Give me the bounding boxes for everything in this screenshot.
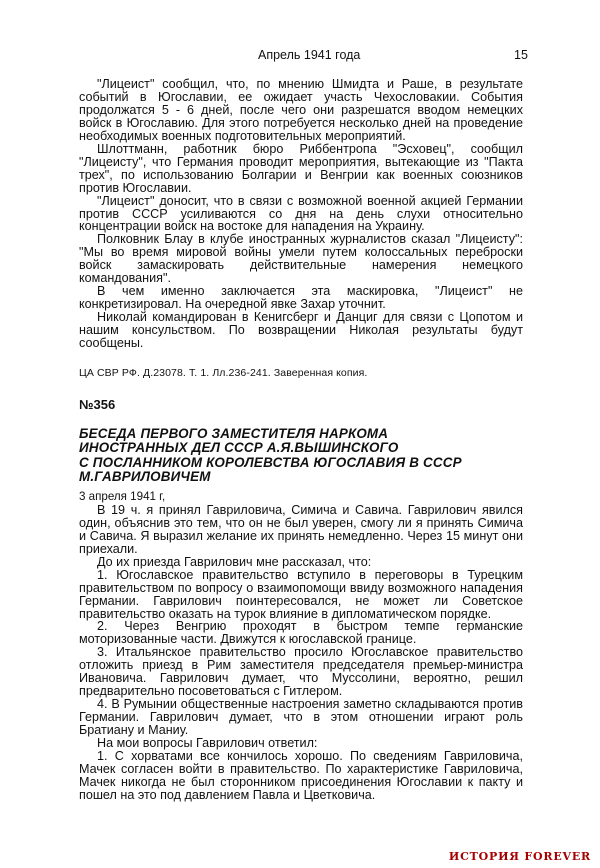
running-head	[0, 48, 600, 64]
paragraph: 1. Югославское правительство вступило в переговоры в Турецким правительством по вопросу о взаимопомощи ввиду возможного нападения Германии. Гаврилович поинтересовался, не может ли Советское правительство оказать на турок влияние в дипломатическом порядке.	[79, 567, 523, 621]
page-text	[79, 78, 523, 802]
document-title-line: М.ГАВРИЛОВИЧЕМ	[79, 469, 211, 485]
paragraph: 2. Через Венгрию проходят в быстром темпе германские моторизованные части. Движутся к югославской границе.	[79, 619, 523, 647]
paragraph: 4. В Румынии общественные настроения заметно складываются против Германии. Гаврилович думает, что в этом отношении играют роль Братиану и Маниу.	[79, 697, 523, 738]
paragraph: 1. С хорватами все кончилось хорошо. По сведениям Гавриловича, Мачек согласен войти в правительство. По характеристике Гавриловича, Мачек никогда не был сторонником присоединения Югославии к пакту и пошел на это под давлением Павла и Цветковича.	[79, 748, 523, 802]
archive-reference: ЦА СВР РФ. Д.23078. Т. 1. Лл.236-241. Заверенная копия.	[79, 367, 368, 380]
watermark-logo: ИСТОРИЯ FOREVER	[448, 850, 591, 863]
paragraph: На мои вопросы Гаврилович ответил:	[97, 736, 318, 751]
paragraph: "Лицеист" сообщил, что, по мнению Шмидта и Раше, в результате событий в Югославии, ее ожидает участь Чехословакии. События продолжатся 5 - 6 дней, после чего они разрешатся вводом немецких войск в Югославию. Для этого потребуется несколько дней на проведение необходимых военных подготовительных мероприятий.	[79, 77, 523, 143]
page-number: 15	[514, 48, 528, 62]
paragraph: Полковник Блау в клубе иностранных журналистов сказал "Лицеисту": "Мы во время мировой войны умели путем колоссальных переброски войск замаскировать действительные намерения немецкого командования".	[79, 232, 523, 286]
paragraph: В 19 ч. я принял Гавриловича, Симича и Савича. Гаврилович явился один, объяснив это тем, что он не был уверен, смогу ли я принять Симича и Савича. Я выразил желание их принять немедленно. Через 15 минут они приехали.	[79, 502, 523, 556]
paragraph: В чем именно заключается эта маскировка, "Лицеист" не конкретизировал. На очередной явке Захар уточнит.	[79, 284, 523, 312]
paragraph: 3. Итальянское правительство просило Югославское правительство отложить приезд в Рим заместителя председателя премьер-министра Ивановича. Гаврилович думает, что Муссолини, вероятно, решил предварительно посоветоваться с Гитлером.	[79, 645, 523, 699]
document-title-line: С ПОСЛАННИКОМ КОРОЛЕВСТВА ЮГОСЛАВИЯ В СССР	[79, 454, 462, 470]
document-title-line: ИНОСТРАННЫХ ДЕЛ СССР А.Я.ВЫШИНСКОГО	[79, 440, 399, 456]
document-title	[79, 427, 523, 485]
paragraph: До их приезда Гаврилович мне рассказал, что:	[97, 554, 372, 569]
document-number: №356	[79, 396, 116, 412]
document-title-line: БЕСЕДА ПЕРВОГО ЗАМЕСТИТЕЛЯ НАРКОМА	[79, 425, 389, 441]
paragraph: Шлоттманн, работник бюро Риббентропа "Эсховец", сообщил "Лицеисту", что Германия проводит мероприятия, вытекающие из "Пакта трех", по использованию Болгарии и Венгрии как военных союзников против Югославии.	[79, 141, 523, 195]
running-head-title: Апрель 1941 года	[258, 48, 361, 62]
document-date: 3 апреля 1941 г,	[79, 489, 166, 503]
paragraph: Николай командирован в Кенигсберг и Данциг для связи с Цопотом и нашим консульством. По возвращении Николая результаты будут сообщены.	[79, 310, 523, 351]
paragraph: "Лицеист" доносит, что в связи с возможной военной акцией Германии против СССР усиливаются со дня на день слухи относительно концентрации войск на востоке для нападения на Украину.	[79, 193, 523, 234]
